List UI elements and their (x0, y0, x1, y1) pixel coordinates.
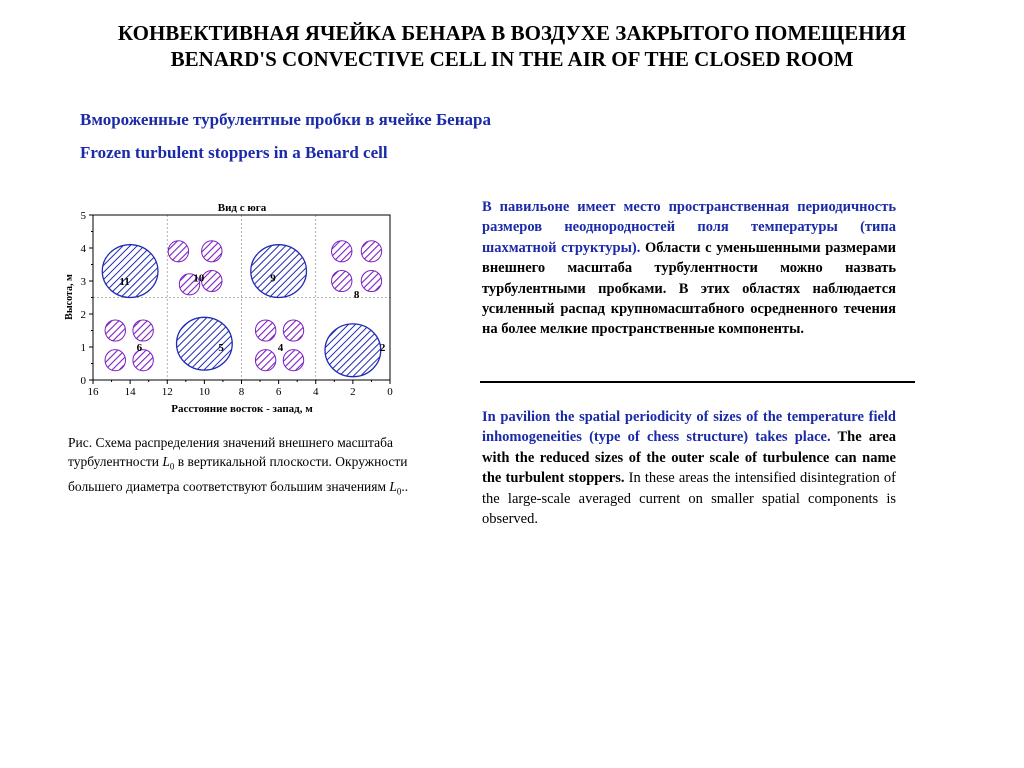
y-tick-label: 2 (80, 309, 86, 321)
paragraph-english (482, 407, 896, 529)
cell-number-label: 6 (136, 342, 143, 354)
title-en: BENARD'S CONVECTIVE CELL IN THE AIR OF THE CLOSED ROOM (170, 47, 854, 71)
small-cell-circle (202, 241, 222, 262)
x-tick-label: 14 (124, 386, 136, 398)
y-tick-label: 0 (80, 375, 86, 387)
paragraph-russian (482, 197, 896, 340)
small-cell-circle (332, 270, 352, 291)
x-tick-label: 6 (275, 386, 282, 398)
caption-symbol-1: L (162, 454, 170, 469)
turbulence-cell-diagram (60, 195, 410, 420)
caption-subscript-1: 0 (169, 461, 175, 472)
cell-number-label: 5 (218, 342, 224, 354)
large-cell-circle (177, 317, 233, 370)
y-tick-label: 1 (80, 342, 86, 354)
caption-subscript-2: 0 (396, 486, 402, 497)
section-divider (480, 381, 915, 383)
subheading-en: Frozen turbulent stoppers in a Benard cell (80, 143, 388, 162)
cell-number-label: 10 (193, 272, 205, 285)
figure-title: Вид с юга (217, 202, 267, 214)
small-cell-circle (202, 270, 222, 291)
x-tick-label: 12 (161, 386, 173, 398)
title-ru: КОНВЕКТИВНАЯ ЯЧЕЙКА БЕНАРА В ВОЗДУХЕ ЗАКРЫТОГО ПОМЕЩЕНИЯ (117, 21, 907, 45)
small-cell-circle (255, 350, 275, 371)
large-cell-circle (102, 245, 158, 298)
small-cell-circle (361, 270, 381, 291)
subheading-ru: Вмороженные турбулентные пробки в ячейке Бенара (80, 110, 491, 129)
paragraph-ru-highlight: В павильоне имеет место пространственная периодичность размеров неоднородностей поля температуры (типа шахматной структуры). (482, 199, 896, 256)
caption-text-1: Рис. Схема распределения значений внешнего масштаба турбулентности (68, 435, 393, 469)
cell-number-label: 11 (119, 276, 130, 288)
small-cell-circle (283, 320, 303, 341)
y-tick-label: 3 (80, 276, 86, 288)
small-cell-circle (361, 241, 381, 262)
x-tick-label: 10 (198, 386, 210, 398)
cell-number-label: 9 (270, 272, 276, 285)
caption-text-3: .. (401, 478, 409, 494)
paragraph-en-bold: The area with the reduced sizes of the outer scale of turbulence can name the turbulent stoppers. (482, 429, 896, 487)
small-cell-circle (283, 350, 303, 371)
large-cell-circle (325, 324, 381, 377)
caption-text-2: в вертикальной плоскости. Окружности большего диаметра соответствуют большим значениям (68, 454, 408, 494)
cell-number-label: 8 (353, 289, 360, 302)
x-tick-label: 4 (313, 386, 319, 398)
small-cell-circle (133, 320, 153, 341)
paragraph-ru-body: Области с уменьшенными размерами внешнего масштаба турбулентности можно назвать турбулентными пробками. В этих областях наблюдается усиленный распад крупномасштабного осредненного течения на более мелкие пространственные компоненты. (482, 239, 896, 338)
x-tick-label: 16 (87, 386, 99, 398)
small-cell-circle (255, 320, 275, 341)
page-title (0, 20, 1024, 72)
cell-number-label: 4 (277, 342, 284, 354)
small-cell-circle (105, 350, 125, 371)
y-ticks (81, 210, 94, 387)
paragraph-en-body: In these areas the intensified disintegration of the large-scale averaged current on smaller spatial components is observed. (482, 470, 896, 528)
y-tick-label: 5 (80, 210, 86, 222)
paragraph-en-highlight: In pavilion the spatial periodicity of sizes of the temperature field inhomogeneities (type of chess structure) takes place. (482, 409, 896, 446)
x-tick-label: 8 (238, 386, 245, 398)
x-axis-label: Расстояние восток - запад, м (171, 403, 313, 415)
cell-number-label: 2 (379, 342, 386, 354)
figure-caption (68, 433, 448, 501)
caption-symbol-2: L (389, 478, 397, 494)
small-cell-circle (105, 320, 125, 341)
x-ticks (88, 380, 394, 398)
y-axis-label: Высота, м (64, 274, 75, 320)
small-cell-circle (168, 241, 188, 262)
large-cell-circle (251, 245, 307, 298)
x-tick-label: 2 (350, 386, 356, 398)
y-tick-label: 4 (80, 243, 86, 255)
small-cell-circle (332, 241, 352, 262)
x-tick-label: 0 (387, 386, 393, 398)
circles (102, 241, 381, 377)
